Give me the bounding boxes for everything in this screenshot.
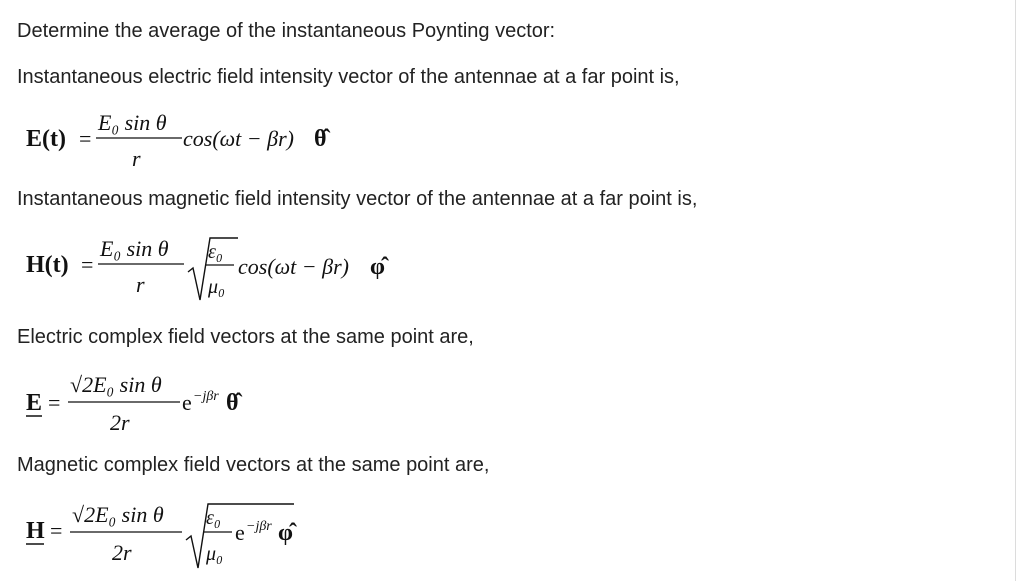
eq4-unit-vector: φ̂ (278, 520, 293, 546)
eq4-exp-power: −jβr (246, 519, 272, 534)
equation-e-complex-svg (26, 364, 266, 440)
eq4-numerator: √2E₀ sin θ (72, 502, 164, 527)
eq3-denominator: 2r (110, 410, 130, 435)
equation-h-instantaneous (26, 228, 406, 308)
eq2-unit-vector: φ̂ (370, 254, 385, 280)
eq1-denominator: r (132, 146, 141, 171)
eq3-numerator: √2E₀ sin θ (70, 372, 162, 397)
heading-text: Determine the average of the instantaneous Poynting vector: (17, 20, 556, 42)
eq4-exp-base: e (235, 520, 245, 545)
eq1-equals: = (79, 126, 92, 151)
right-divider (1015, 0, 1016, 581)
eq2-numerator: E₀ sin θ (100, 236, 169, 261)
paragraph-electric-instantaneous: Instantaneous electric field intensity vector of the antennae at a far point is, (17, 66, 680, 88)
eq3-unit-vector: θ̂ (226, 390, 239, 416)
eq2-equals: = (81, 252, 94, 277)
eq4-denominator: 2r (112, 540, 132, 565)
equation-h-instantaneous-svg (26, 228, 406, 308)
eq1-trig: cos(ωt − βr) (183, 126, 294, 151)
eq1-lhs: E(t) (26, 126, 66, 152)
equation-e-instantaneous-svg (26, 104, 366, 176)
paragraph-magnetic-complex: Magnetic complex field vectors at the same point are, (17, 454, 490, 476)
paragraph-magnetic-instantaneous: Instantaneous magnetic field intensity vector of the antennae at a far point is, (17, 188, 698, 210)
eq3-lhs: E (26, 390, 43, 416)
eq1-unit-vector: θ̂ (314, 126, 327, 152)
equation-h-complex-svg (26, 492, 326, 572)
eq3-equals: = (48, 390, 61, 415)
equation-e-instantaneous (26, 104, 366, 176)
paragraph-electric-complex: Electric complex field vectors at the same point are, (17, 326, 474, 348)
eq2-lhs: H(t) (26, 252, 69, 278)
eq3-exp-power: −jβr (193, 389, 219, 404)
eq2-sqrt-denominator: μ₀ (208, 276, 225, 298)
eq1-numerator: E₀ sin θ (98, 110, 167, 135)
eq4-lhs: H (26, 518, 45, 544)
eq2-trig: cos(ωt − βr) (238, 254, 349, 279)
eq2-sqrt-numerator: ε₀ (208, 241, 223, 263)
eq2-denominator: r (136, 272, 145, 297)
equation-e-complex (26, 364, 266, 440)
eq4-equals: = (50, 518, 63, 543)
eq4-sqrt-denominator: μ₀ (206, 543, 223, 565)
eq3-exp-base: e (182, 390, 192, 415)
equation-h-complex (26, 492, 326, 572)
eq4-sqrt-numerator: ε₀ (206, 507, 221, 529)
